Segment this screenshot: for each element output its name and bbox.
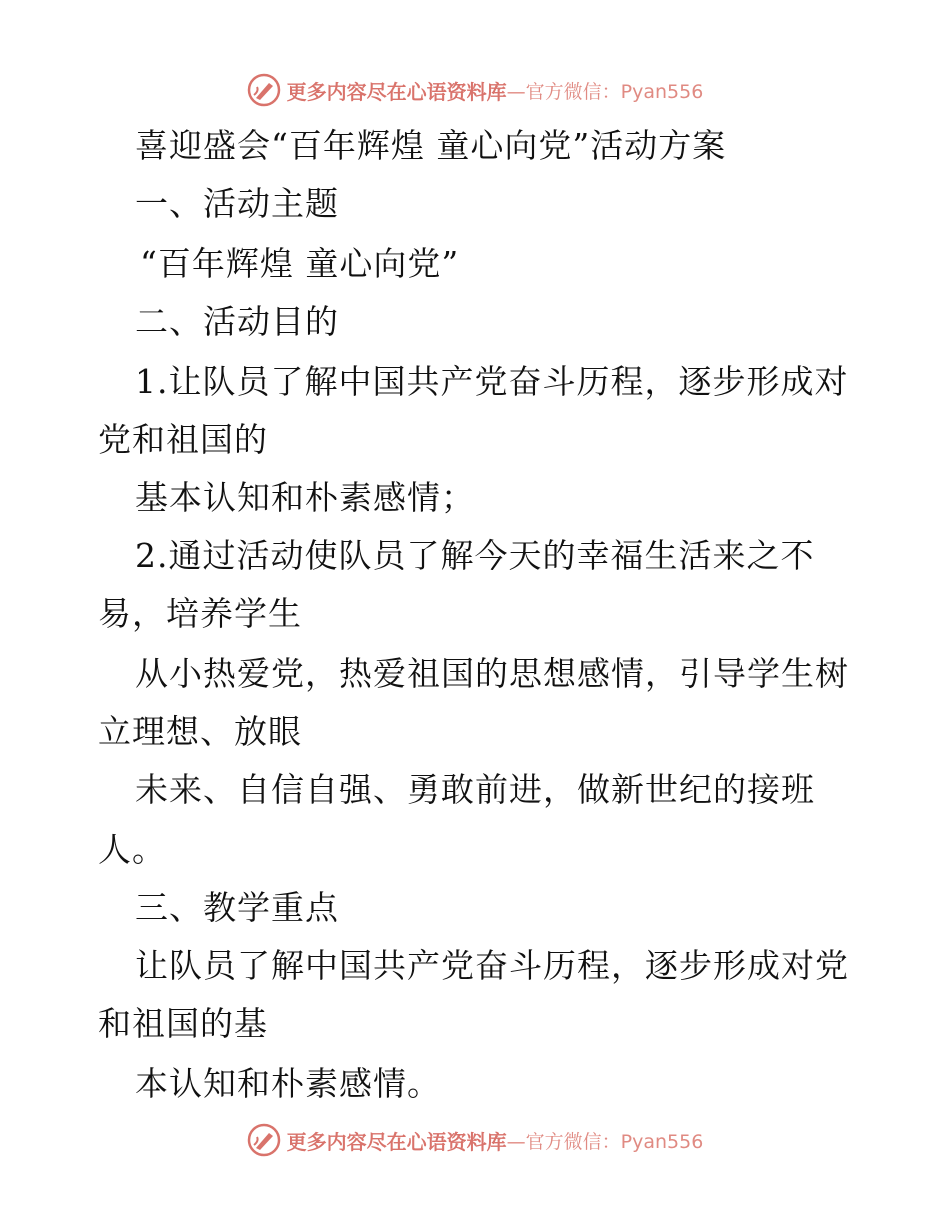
section-text-line: 人。 bbox=[98, 830, 166, 869]
section-text-line: 未来、自信自强、勇敢前进，做新世纪的接班 bbox=[135, 770, 815, 809]
footer-watermark bbox=[0, 1120, 950, 1160]
section-text-line: 1.让队员了解中国共产党奋斗历程，逐步形成对 bbox=[135, 362, 849, 401]
header-watermark bbox=[0, 70, 950, 110]
section-text-line: 基本认知和朴素感情； bbox=[135, 478, 475, 517]
section-text-line: 党和祖国的 bbox=[98, 420, 268, 459]
watermark-brand-text: 更多内容尽在心语资料库 bbox=[286, 1129, 507, 1154]
section-heading-theme: 一、活动主题 bbox=[135, 184, 339, 223]
pen-logo-icon bbox=[247, 73, 281, 107]
section-text-line: “百年辉煌 童心向党” bbox=[140, 244, 460, 283]
section-text-line: 2.通过活动使队员了解今天的幸福生活来之不 bbox=[135, 536, 815, 575]
section-heading-purpose: 二、活动目的 bbox=[135, 302, 339, 341]
document-title: 喜迎盛会“百年辉煌 童心向党”活动方案 bbox=[135, 126, 727, 165]
section-text-line: 和祖国的基 bbox=[98, 1004, 268, 1043]
watermark-official-text: —官方微信：Pyan556 bbox=[506, 80, 704, 103]
pen-logo-icon bbox=[247, 1123, 281, 1157]
watermark-brand-text: 更多内容尽在心语资料库 bbox=[286, 79, 507, 104]
section-text-line: 让队员了解中国共产党奋斗历程，逐步形成对党 bbox=[135, 946, 849, 985]
section-text-line: 从小热爱党，热爱祖国的思想感情，引导学生树 bbox=[135, 654, 849, 693]
section-text-line: 立理想、放眼 bbox=[98, 712, 302, 751]
section-text-line: 本认知和朴素感情。 bbox=[135, 1064, 441, 1103]
section-heading-focus: 三、教学重点 bbox=[135, 888, 339, 927]
section-text-line: 易，培养学生 bbox=[98, 594, 302, 633]
watermark-official-text: —官方微信：Pyan556 bbox=[506, 1130, 704, 1153]
